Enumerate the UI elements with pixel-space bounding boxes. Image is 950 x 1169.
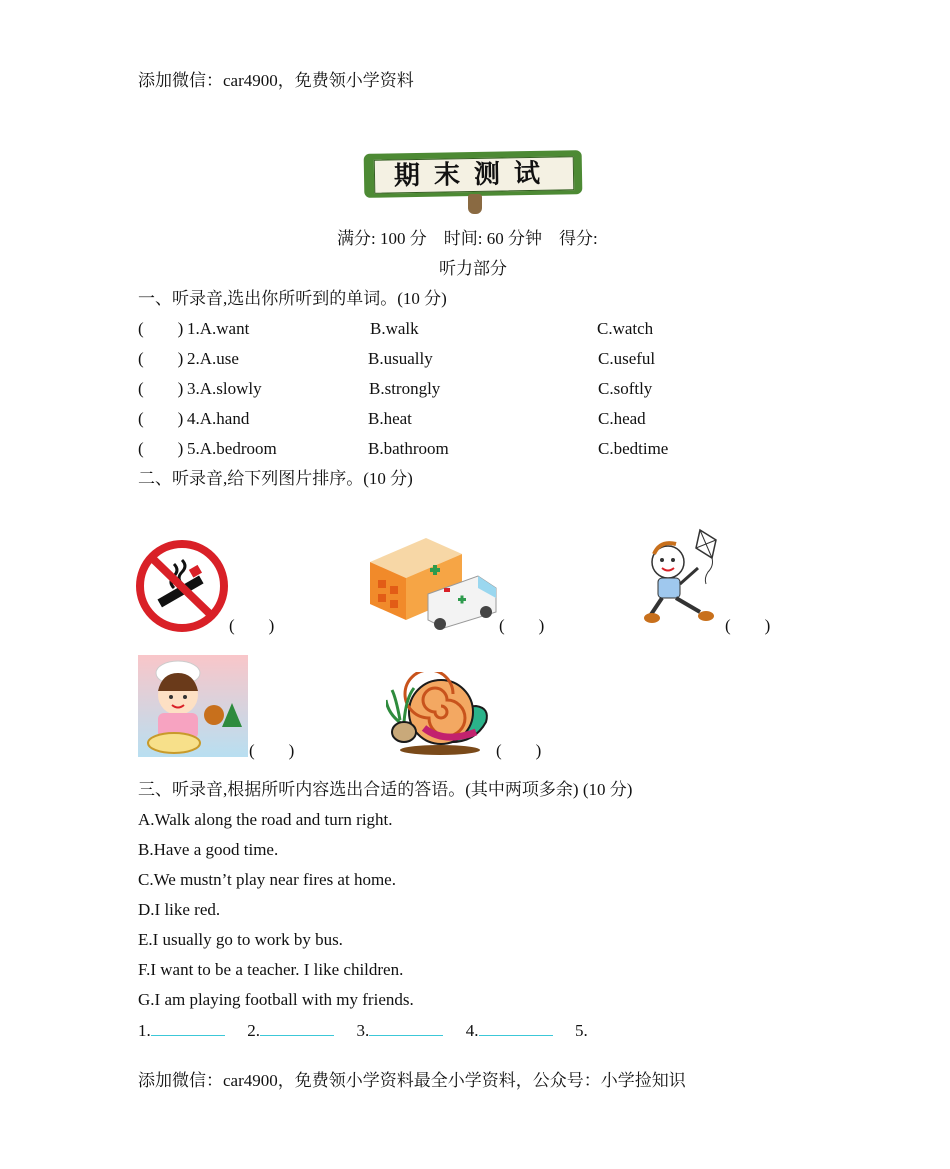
option-b: B.bathroom [368,439,449,458]
answer-blank[interactable] [369,1019,443,1036]
girl-cooking-icon [138,655,248,757]
option-b: B.usually [368,349,433,368]
option-a: 2.A.use [187,349,239,368]
reply-option: G.I am playing football with my friends. [138,990,414,1009]
answer-blank[interactable] [260,1019,334,1036]
answer-number: 5. [575,1021,588,1040]
no-smoking-icon [136,540,228,632]
snail-icon [386,672,496,758]
section2-heading: 二、听录音,给下列图片排序。(10 分) [138,469,413,488]
option-a: 4.A.hand [187,409,250,428]
answer-paren[interactable]: ( ) [138,439,184,458]
footer-note: 添加微信：car4900，免费领小学资料最全小学资料，公众号：小学捡知识 [138,1071,686,1090]
answer-paren[interactable]: ( ) [138,319,184,338]
option-a: 1.A.want [187,319,250,338]
title-banner [360,148,590,216]
option-c: C.softly [598,379,653,398]
picture-answer-paren[interactable]: ( ) [725,616,771,635]
answer-blank[interactable] [479,1019,553,1036]
answer-number: 4. [465,1021,479,1040]
option-a: 3.A.slowly [187,379,262,398]
option-c: C.head [598,409,646,428]
score-time-line: 满分: 100 分 时间: 60 分钟 得分: [337,229,598,248]
page-title: 期末测试 [374,156,575,193]
answer-number: 3. [356,1021,370,1040]
picture-answer-paren[interactable]: ( ) [249,741,295,760]
tree-stump-icon [468,194,482,214]
listening-part-label: 听力部分 [439,259,507,278]
answer-paren[interactable]: ( ) [138,409,184,428]
reply-option: B.Have a good time. [138,840,279,859]
option-a: 5.A.bedroom [187,439,277,458]
option-b: B.walk [370,319,419,338]
option-b: B.heat [368,409,412,428]
boy-with-kite-icon [640,528,722,632]
title-banner-frame [364,150,583,198]
hospital-ambulance-icon [366,532,498,632]
reply-option: D.I like red. [138,900,221,919]
answer-paren[interactable]: ( ) [138,349,184,368]
section3-heading: 三、听录音,根据所听内容选出合适的答语。(其中两项多余) (10 分) [138,780,633,799]
top-note: 添加微信：car4900，免费领小学资料 [138,71,414,90]
option-b: B.strongly [369,379,441,398]
picture-answer-paren[interactable]: ( ) [229,616,275,635]
option-c: C.useful [598,349,656,368]
option-c: C.bedtime [598,439,669,458]
reply-option: F.I want to be a teacher. I like children. [138,960,404,979]
reply-option: C.We mustn’t play near fires at home. [138,870,396,889]
picture-answer-paren[interactable]: ( ) [499,616,545,635]
picture-answer-paren[interactable]: ( ) [496,741,542,760]
answer-line [138,1019,588,1042]
answer-number: 1. [138,1021,151,1040]
section1-heading: 一、听录音,选出你所听到的单词。(10 分) [138,289,447,308]
answer-number: 2. [247,1021,260,1040]
answer-blank[interactable] [151,1019,225,1036]
reply-option: E.I usually go to work by bus. [138,930,343,949]
answer-paren[interactable]: ( ) [138,379,184,398]
reply-option: A.Walk along the road and turn right. [138,810,393,829]
option-c: C.watch [597,319,654,338]
